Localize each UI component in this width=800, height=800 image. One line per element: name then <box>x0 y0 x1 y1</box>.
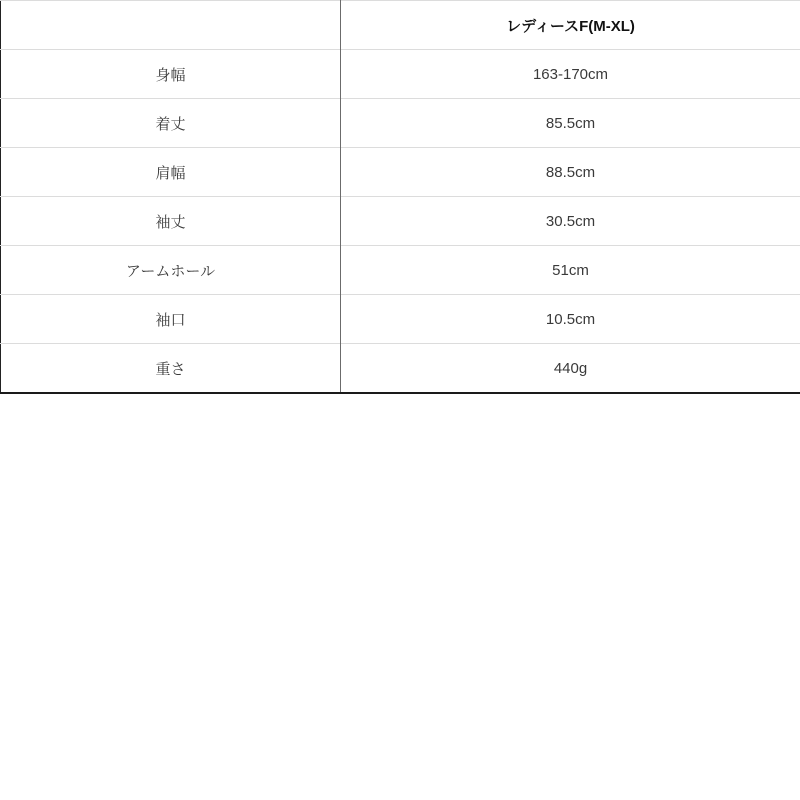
size-chart-body <box>1 50 800 394</box>
measure-label-cell: 袖口 <box>1 295 341 344</box>
measure-value-cell: 163-170cm <box>341 50 800 99</box>
measure-value-cell: 88.5cm <box>341 148 800 197</box>
measure-value-cell: 440g <box>341 344 800 394</box>
measure-label-cell: 身幅 <box>1 50 341 99</box>
table-row <box>1 99 800 148</box>
size-chart-table <box>0 0 800 394</box>
table-row <box>1 246 800 295</box>
empty-header-cell <box>1 1 341 50</box>
measure-value-cell: 51cm <box>341 246 800 295</box>
table-row <box>1 50 800 99</box>
measure-value-cell: 85.5cm <box>341 99 800 148</box>
measure-label-cell: 袖丈 <box>1 197 341 246</box>
size-column-header: レディースF(M-XL) <box>341 1 800 50</box>
table-row <box>1 197 800 246</box>
measure-label-cell: 着丈 <box>1 99 341 148</box>
measure-label-cell: 重さ <box>1 344 341 394</box>
measure-value-cell: 10.5cm <box>341 295 800 344</box>
header-row <box>1 1 800 50</box>
size-chart-header <box>1 1 800 50</box>
measure-label-cell: 肩幅 <box>1 148 341 197</box>
measure-label-cell: アームホール <box>1 246 341 295</box>
table-row <box>1 344 800 394</box>
table-row <box>1 295 800 344</box>
measure-value-cell: 30.5cm <box>341 197 800 246</box>
table-row <box>1 148 800 197</box>
